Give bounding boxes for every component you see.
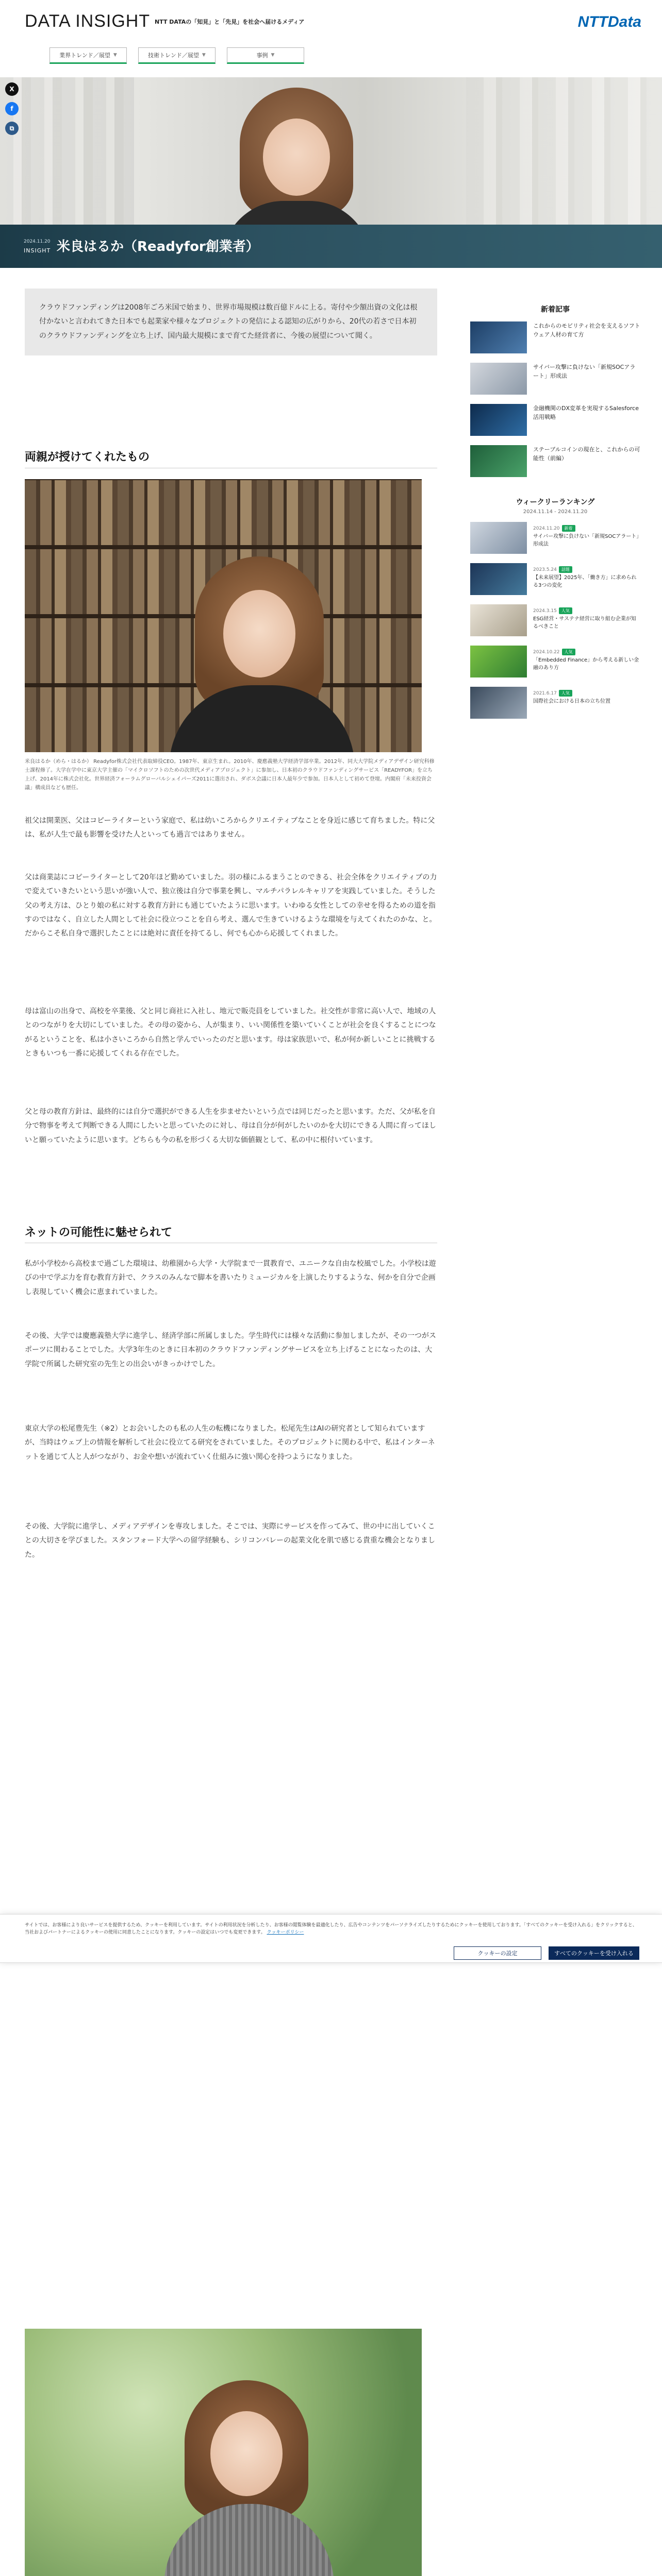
ranking-date: 2024.11.20 <box>533 526 560 531</box>
nav-item-technology[interactable] <box>138 47 216 64</box>
photo-body <box>164 2504 334 2576</box>
article-photo-garden <box>25 2329 422 2576</box>
nav-item-cases[interactable] <box>227 47 304 64</box>
paragraph: 東京大学の松尾豊先生（※2）とお会いしたのも私の人生の転機になりました。松尾先生はAIの研究者として知られていますが、当時はウェブ上の情報を解析して社会に役立てる研究をされていました。そのプロジェクトに関わる中で、私はインターネットを通じて人と人がつながり、お金や想いが流れていく仕組みに強い関心を持つようになりました。 <box>25 1425 435 1461</box>
site-header <box>0 0 662 45</box>
article-thumbnail <box>470 445 527 477</box>
section-heading: 両親が授けてくれたもの <box>25 451 150 464</box>
new-article-title: ステーブルコインの現在と、これからの可能性（前編） <box>533 446 640 462</box>
cookie-settings-button[interactable]: クッキーの設定 <box>454 1946 541 1960</box>
chevron-down-icon: ▼ <box>202 53 206 58</box>
new-article-title: サイバー攻撃に負けない「新規SOCアラート」形成法 <box>533 364 636 380</box>
cookie-policy-link[interactable]: クッキーポリシー <box>267 1930 304 1936</box>
article-thumbnail <box>470 646 527 677</box>
ranking-range: 2024.11.14 - 2024.11.20 <box>523 509 588 515</box>
nav-item-industry[interactable] <box>49 47 127 64</box>
article-thumbnail <box>470 604 527 636</box>
share-facebook-icon[interactable]: f <box>5 102 19 115</box>
cookie-text: サイトでは、お客様により良いサービスを提供するため、クッキーを利用しています。サイトの利用状況を分析したり、お客様の閲覧体験を最適化したり、広告やコンテンツをパーソナライズしたりするためにクッキーを使用しております。「すべてのクッキーを受け入れる」をクリックすると、当社およびパートナーによるクッキーの使用に同意したことになります。クッキーの設定はいつでも変更できます。 <box>25 1923 637 1936</box>
ranking-badge: 話題 <box>559 566 572 573</box>
paragraph: 母は富山の出身で、高校を卒業後、父と同じ商社に入社し、地元で販売員をしていました。社交性が非常に高い人で、地域の人とのつながりを大切にしていました。その母の姿から、人が集まり、いい関係性を築いていくことが社会を良くすることにつながるということを、私は小さいころから自然と学んでいったのだと思います。母は家族思いで、私が何か新しいことに挑戦するときもいつも一番に応援してくれる存在でした。 <box>25 1007 436 1058</box>
article-photo-bookshelf <box>25 479 422 752</box>
chevron-down-icon: ▼ <box>271 53 275 58</box>
new-article-item[interactable] <box>470 363 640 397</box>
new-article-item[interactable] <box>470 404 640 438</box>
photo-face <box>210 2411 283 2496</box>
ranking-item[interactable] <box>470 522 640 556</box>
ranking-date: 2021.6.17 <box>533 691 557 696</box>
article-thumbnail <box>470 563 527 595</box>
hero-image <box>0 77 662 237</box>
photo-caption: 米良はるか（めら・はるか） Readyfor株式会社代表取締役CEO。1987年、東京生まれ。2010年、慶應義塾大学経済学部卒業。2012年、同大大学院メディアデザイン研究科修士課程修了。大学在学中に東京大学主催の「マイクロソフトのための次世代メディアプロジェクト」に参加し、日本初のクラウドファンディングサービス「READYFOR」を立ち上げ、2014年に株式会社化。世界経済フォーラムグローバルシェイパーズ2011に選出され、ダボス会議に日本人最年少で参加。日本人として初めて登壇。内閣府「未来投資会議」構成員なども歴任。 <box>25 759 435 791</box>
portrait-face <box>263 118 330 196</box>
cookie-banner <box>0 1914 662 1963</box>
nav-label: 技術トレンド／展望 <box>148 52 199 59</box>
article-thumbnail <box>470 404 527 436</box>
article-body <box>25 289 437 355</box>
sidebar <box>470 304 640 721</box>
ranking-date: 2024.3.15 <box>533 608 557 614</box>
photo-face <box>223 590 295 677</box>
bookshelf-left <box>0 77 134 237</box>
ranking-badge: 人気 <box>562 649 575 655</box>
cookie-banner-text <box>25 1922 638 1937</box>
paragraph: その後、大学院に進学し、メディアデザインを専攻しました。そこでは、実際にサービスを作ってみて、世の中に出していくことの大切さを学びました。スタンフォード大学への留学経験も、シリコンバレーの起業文化を肌で感じる貴重な機会となりました。 <box>25 1522 436 1559</box>
article-thumbnail <box>470 321 527 353</box>
copy-link-icon[interactable]: ⧉ <box>5 122 19 135</box>
article-thumbnail <box>470 522 527 554</box>
chevron-down-icon: ▼ <box>113 53 117 58</box>
new-article-title: これからのモビリティ社会を支えるソフトウェア人材の育て方 <box>533 323 640 338</box>
ranking-badge: 人気 <box>559 607 572 614</box>
lead-text: クラウドファンディングは2008年ごろ米国で始まり、世界市場規模は数百億ドルに上る。寄付や少額出資の文化は根付かないと言われてきた日本でも起業家や様々なプロジェクトの発信による認知の広がりから、20代の若さで日本初のクラウドファンディングを立ち上げ、国内最大規模にまで育てた経営者に、今後の展望について聞く。 <box>25 289 437 355</box>
paragraph: 父と母の教育方針は、最終的には自分で選択ができる人生を歩ませたいという点では同じだったと思います。ただ、父が私を自分で物事を考えて判断できる人間にしたいと思っていたのに対し、母は自分が何がしたいのかを大切にできる人間に育ってほしいと願っていたように思います。どちらも今の私を形づくる大切な価値観として、私の中に根付いています。 <box>25 1108 436 1144</box>
ranking-title: 国際社会における日本の立ち位置 <box>533 699 610 704</box>
ranking-title: ESG経営・サステナ経営に取り組む企業が知るべきこと <box>533 616 636 630</box>
site-tagline: NTT DATAの「知見」と「先見」を社会へ届けるメディア <box>155 19 305 25</box>
article-thumbnail <box>470 687 527 719</box>
ranking-item[interactable] <box>470 646 640 680</box>
main-nav <box>49 47 304 64</box>
ranking-item[interactable] <box>470 604 640 638</box>
ranking-title: サイバー攻撃に負けない「新規SOCアラート」形成法 <box>533 534 639 547</box>
accept-all-cookies-button[interactable]: すべてのクッキーを受け入れる <box>549 1946 639 1960</box>
new-article-item[interactable] <box>470 321 640 355</box>
article-title-band <box>0 225 662 268</box>
ranking-badge: 人気 <box>559 690 572 697</box>
photo-body <box>169 685 355 752</box>
new-article-item[interactable] <box>470 445 640 479</box>
new-articles-heading: 新着記事 <box>541 306 570 314</box>
paragraph: 祖父は開業医、父はコピーライターという家庭で、私は幼いころからクリエイティブなことを身近に感じて育ちました。特に父は、私が人生で最も影響を受けた人といっても過言ではありません。 <box>25 817 435 839</box>
nav-label: 業界トレンド／展望 <box>59 52 110 59</box>
paragraph: 私が小学校から高校まで過ごした環境は、幼稚園から大学・大学院まで一貫教育で、ユニークな自由な校風でした。小学校は遊びの中で学ぶ力を育む教育方針で、クラスのみんなで脚本を書いたりミュージカルを上演したりするような、何かを自分で企画し表現していく機会に恵まれていました。 <box>25 1260 436 1296</box>
article-kicker: INSIGHT <box>24 247 51 254</box>
article-date: 2024.11.20 <box>24 239 51 244</box>
section-heading: ネットの可能性に魅せられて <box>25 1226 173 1239</box>
article-title: 米良はるか（Readyfor創業者） <box>57 239 259 255</box>
new-article-title: 金融機関のDX変革を実現するSalesforce活用戦略 <box>533 405 639 421</box>
ranking-date: 2023.5.24 <box>533 567 557 572</box>
ranking-heading: ウィークリーランキング <box>516 498 595 506</box>
ranking-item[interactable] <box>470 563 640 597</box>
paragraph: 父は商業誌にコピーライターとして20年ほど勤めていました。羽の様にふるまうことのできる、社会全体をクリエイティブの力で変えていきたいという思いが強い人で、独立後は自分で事業を興し、マルチパラレルキャリアを実践していました。そうした父の考え方は、ひとり娘の私に対する教育方針にも通じていたように思います。いわゆる女性としての幸せを得るための道を指すのではなく、自立した人間として社会に役立つことを自ら考え、選んで生きていけるような環境を与えてくれたのかな、と。だからこそ私自身で選択したことには絶対に責任を持てるし、何でも心から応援してくれました。 <box>25 873 437 938</box>
ntt-data-logo[interactable]: NTTData <box>577 13 641 30</box>
share-buttons <box>5 82 19 135</box>
article-thumbnail <box>470 363 527 395</box>
site-logo[interactable]: DATA INSIGHT <box>25 11 151 31</box>
share-x-icon[interactable]: X <box>5 82 19 96</box>
ranking-badge: 新着 <box>562 525 575 532</box>
ranking-item[interactable] <box>470 687 640 721</box>
paragraph: その後、大学では慶應義塾大学に進学し、経済学部に所属しました。学生時代には様々な活動に参加しましたが、その一つがスポーツに関わることでした。大学3年生のときに日本初のクラウドファンディングサービスを立ち上げることになったのは、大学院で所属した研究室の先生との出会いがきっかけでした。 <box>25 1332 436 1368</box>
bookshelf-right <box>466 77 662 237</box>
nav-label: 事例 <box>256 52 268 59</box>
ranking-date: 2024.10.22 <box>533 650 560 655</box>
ranking-title: 「Embedded Finance」から考える新しい金融のあり方 <box>533 657 639 671</box>
ranking-title: 【未来展望】2025年、「働き方」に求められる3つの変化 <box>533 575 637 588</box>
